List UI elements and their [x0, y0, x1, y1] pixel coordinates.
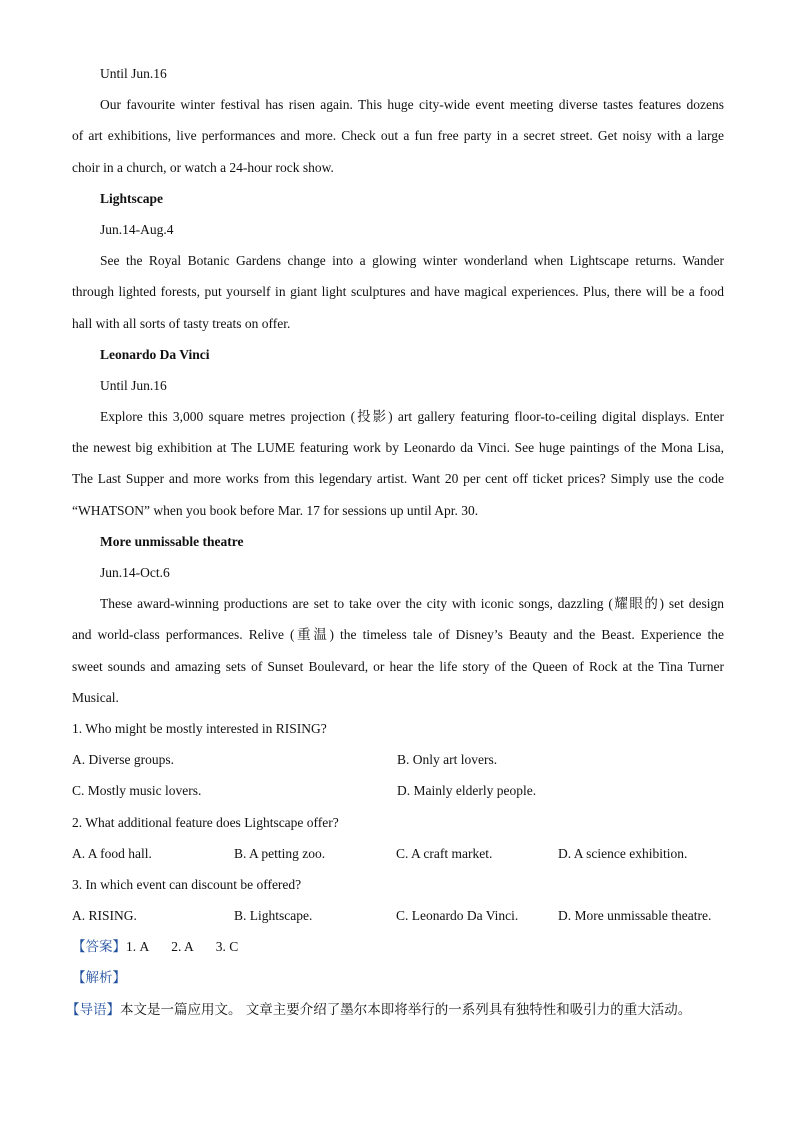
answer-label: 【答案】 [72, 939, 126, 956]
leonardo-date: Until Jun.16 [100, 377, 167, 393]
question-2-option-d: D. A science exhibition. [558, 845, 688, 861]
theatre-body-line: and world-class performances. Relive (重温) the timeless tale of Disney’s Beauty and the Beast. Experience the [72, 627, 724, 643]
leonardo-body-line: The Last Supper and more works from this legendary artist. Want 20 per cent off ticket prices? Simply use the code [72, 471, 724, 487]
lightscape-title: Lightscape [100, 190, 164, 206]
answer-item: 1. A [126, 939, 150, 955]
answer-item: 3. C [215, 939, 239, 955]
guide-label: 【导语】 [66, 1001, 120, 1018]
question-1-option-b: B. Only art lovers. [397, 752, 498, 768]
analysis-label: 【解析】 [72, 970, 126, 987]
question-2-option-b: B. A petting zoo. [234, 845, 326, 861]
leonardo-body-line: “WHATSON” when you book before Mar. 17 for sessions up until Apr. 30. [72, 502, 479, 518]
question-1-option-c: C. Mostly music lovers. [72, 783, 202, 799]
leonardo-body-line: the newest big exhibition at The LUME featuring work by Leonardo da Vinci. See huge paintings of the Mona Lisa, [72, 440, 724, 456]
answer-item: 2. A [171, 939, 194, 955]
lightscape-body-line: See the Royal Botanic Gardens change into a glowing winter wonderland when Lightscape returns. Wander [100, 253, 724, 269]
question-2-stem: 2. What additional feature does Lightscape offer? [72, 814, 339, 830]
question-1-stem: 1. Who might be mostly interested in RISING? [72, 720, 327, 736]
guide-text: 本文是一篇应用文。 文章主要介绍了墨尔本即将举行的一系列具有独特性和吸引力的重大活动。 [120, 1001, 692, 1018]
rising-body-line: Our favourite winter festival has risen again. This huge city-wide event meeting diverse tastes features dozens [100, 97, 724, 113]
answer-row [72, 931, 724, 962]
theatre-body-line: Musical. [72, 689, 119, 705]
leonardo-title: Leonardo Da Vinci [100, 346, 210, 362]
leonardo-body-line: Explore this 3,000 square metres projection (投影) art gallery featuring floor-to-ceiling digital displays. Enter [100, 409, 724, 425]
document-page [66, 58, 724, 1025]
analysis-row [72, 962, 724, 993]
guide-row [66, 994, 724, 1025]
lightscape-date: Jun.14-Aug.4 [100, 221, 174, 237]
lightscape-body-line: hall with all sorts of tasty treats on offer. [72, 315, 291, 331]
question-3-option-b: B. Lightscape. [234, 908, 313, 924]
rising-body-line: choir in a church, or watch a 24-hour rock show. [72, 159, 334, 175]
question-3-options-row [72, 900, 724, 931]
theatre-body-line: These award-winning productions are set to take over the city with iconic songs, dazzling (耀眼的) set design [100, 596, 724, 612]
question-3-option-a: A. RISING. [72, 908, 137, 924]
question-1-option-d: D. Mainly elderly people. [397, 783, 537, 799]
theatre-title: More unmissable theatre [100, 533, 244, 549]
question-3-option-c: C. Leonardo Da Vinci. [396, 908, 519, 924]
rising-date: Until Jun.16 [100, 66, 167, 81]
question-2-options-row [72, 838, 724, 869]
question-1-option-a: A. Diverse groups. [72, 752, 174, 768]
question-1-options-row [72, 744, 724, 775]
question-2-option-a: A. A food hall. [72, 845, 152, 861]
question-3-stem: 3. In which event can discount be offered? [72, 876, 302, 892]
question-2-option-c: C. A craft market. [396, 845, 493, 861]
theatre-body-line: sweet sounds and amazing sets of Sunset Boulevard, or hear the life story of the Queen of Rock at the Tina Turner [72, 658, 724, 674]
theatre-date: Jun.14-Oct.6 [100, 565, 170, 580]
lightscape-body-line: through lighted forests, put yourself in giant light sculptures and have magical experiences. Plus, there will be a food [72, 284, 724, 300]
question-3-option-d: D. More unmissable theatre. [558, 908, 712, 924]
rising-body-line: of art exhibitions, live performances and more. Check out a fun free party in a secret street. Get noisy with a large [72, 128, 724, 144]
question-1-options-row [72, 775, 724, 806]
